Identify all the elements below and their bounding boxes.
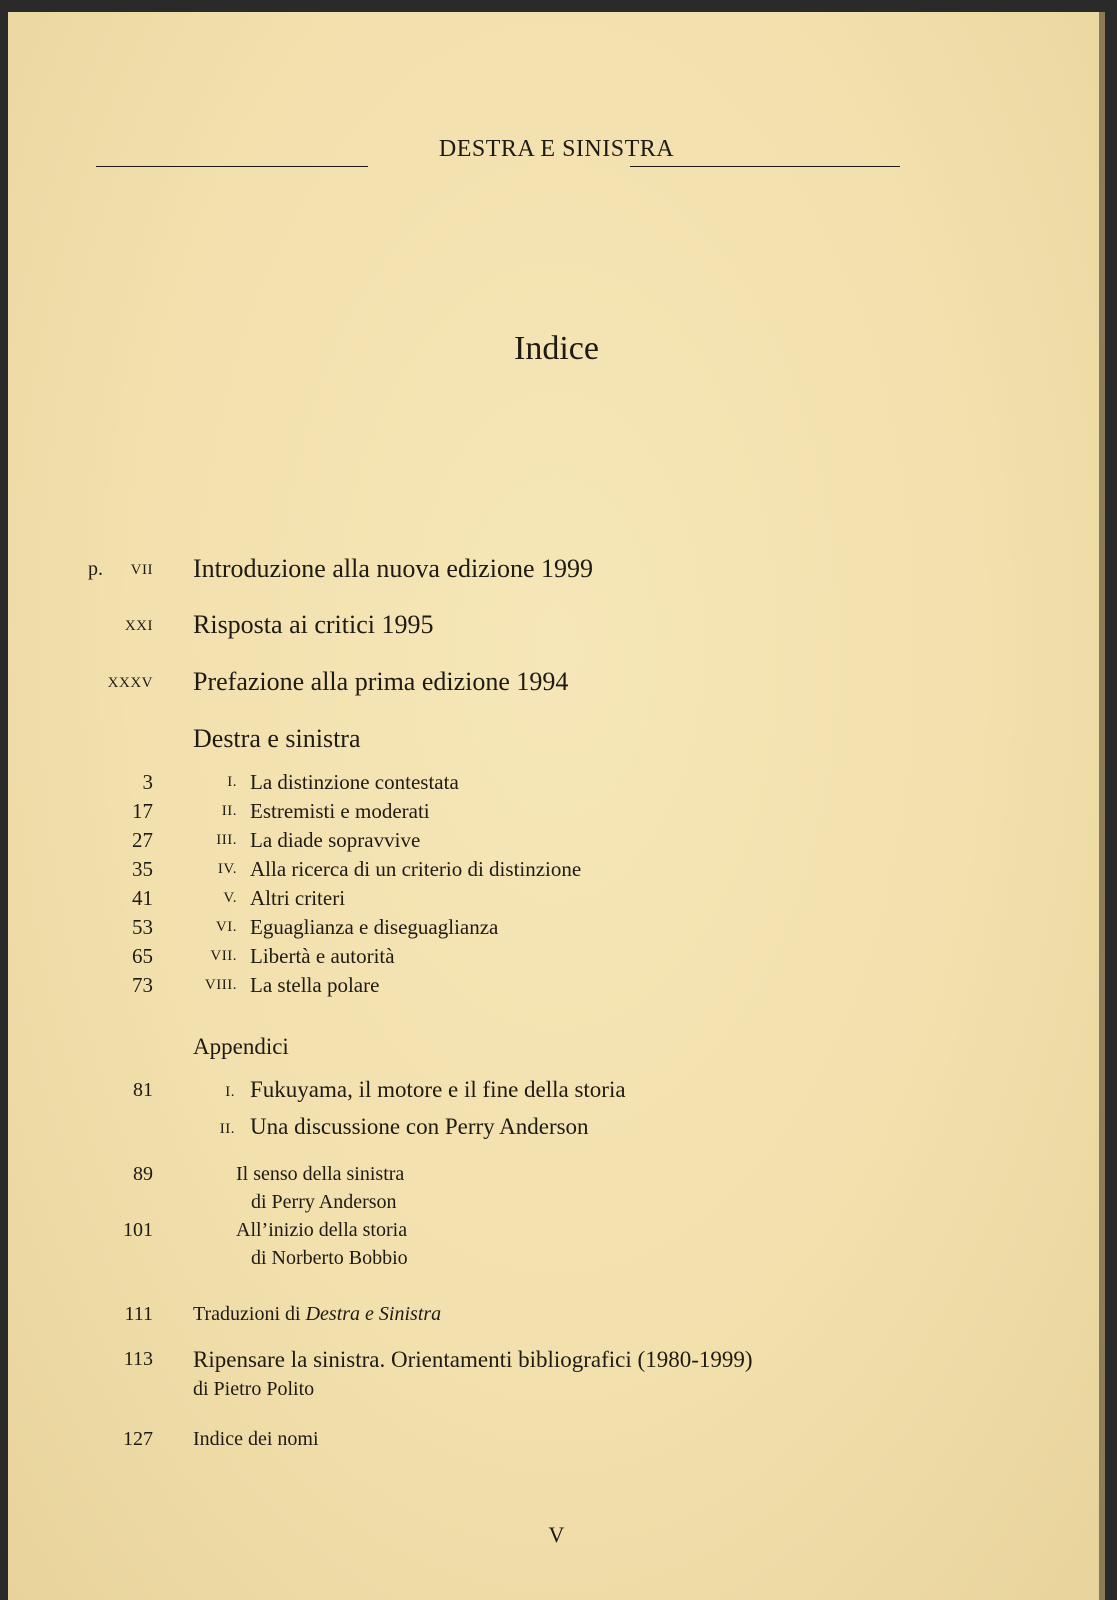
page-number: 27 (132, 828, 153, 852)
page-number: 41 (132, 886, 153, 910)
chapter-title: Altri criteri (250, 886, 346, 910)
chapter-title: Alla ricerca di un criterio di distinzione (250, 857, 582, 881)
page-number: 35 (132, 857, 153, 881)
chapter-number: VIII. (204, 977, 237, 993)
entry-byline: di Pietro Polito (193, 1378, 315, 1400)
chapter-title: La distinzione contestata (250, 770, 459, 794)
chapter-title: Estremisti e moderati (250, 799, 430, 823)
page-number: 3 (142, 770, 153, 794)
page-title: Indice (514, 330, 599, 367)
section-heading-text: Destra e sinistra (193, 724, 361, 753)
page-number: XXXV (107, 675, 153, 691)
chapter-number: III. (216, 832, 237, 848)
chapter-number: I. (227, 774, 237, 790)
chapter-title: Eguaglianza e diseguaglianza (250, 915, 499, 939)
appendix-number: II. (219, 1121, 235, 1137)
appendix-title: Fukuyama, il motore e il fine della storia (250, 1077, 626, 1102)
entry-title: Prefazione alla prima edizione 1994 (193, 667, 569, 696)
chapter-title: La diade sopravvive (250, 828, 421, 852)
page-number: 65 (132, 944, 153, 968)
sub-entry-author: di Norberto Bobbio (251, 1247, 408, 1269)
page-number: 89 (133, 1163, 153, 1185)
page-number: 113 (123, 1348, 153, 1370)
appendix-title: Una discussione con Perry Anderson (250, 1114, 589, 1139)
chapter-title: Libertà e autorità (250, 944, 395, 968)
page-number: 127 (123, 1428, 153, 1450)
chapter-number: II. (221, 803, 237, 819)
sub-entry-title: All’inizio della storia (236, 1219, 408, 1241)
entry-title: Introduzione alla nuova edizione 1999 (193, 554, 593, 583)
entry-title-italic: Destra e Sinistra (305, 1303, 442, 1325)
chapter-number: IV. (217, 861, 237, 877)
page-prefix: p. (88, 558, 103, 580)
page-number: 81 (133, 1079, 153, 1101)
appendix-number: I. (225, 1084, 235, 1100)
page-number: 111 (124, 1303, 153, 1325)
sub-entry-title: Il senso della sinistra (236, 1163, 405, 1185)
chapter-number: V. (223, 890, 237, 906)
page-number: 101 (123, 1219, 153, 1241)
entry-title-roman: Traduzioni di (193, 1303, 306, 1325)
entry-title: Ripensare la sinistra. Orientamenti bibliografici (1980-1999) (193, 1347, 753, 1372)
chapter-title: La stella polare (250, 973, 380, 997)
page-number: XXI (124, 618, 153, 634)
entry-title: Indice dei nomi (193, 1428, 319, 1450)
folio: V (548, 1522, 565, 1547)
section-heading-text: Appendici (193, 1034, 289, 1059)
running-head (8, 136, 1105, 163)
chapter-number: VII. (210, 948, 237, 964)
page-number: 53 (132, 915, 153, 939)
page-number: 17 (132, 799, 153, 823)
page-number: 73 (132, 973, 153, 997)
entry-title (193, 1303, 441, 1326)
page-number: VII (130, 562, 153, 578)
entry-title: Risposta ai critici 1995 (193, 610, 434, 639)
running-head-title: DESTRA E SINISTRA (438, 136, 675, 162)
running-head-rule-left (96, 166, 368, 167)
book-page (8, 12, 1105, 1600)
chapter-number: VI. (215, 919, 237, 935)
running-head-rule-right (630, 166, 900, 167)
sub-entry-author: di Perry Anderson (251, 1191, 397, 1213)
